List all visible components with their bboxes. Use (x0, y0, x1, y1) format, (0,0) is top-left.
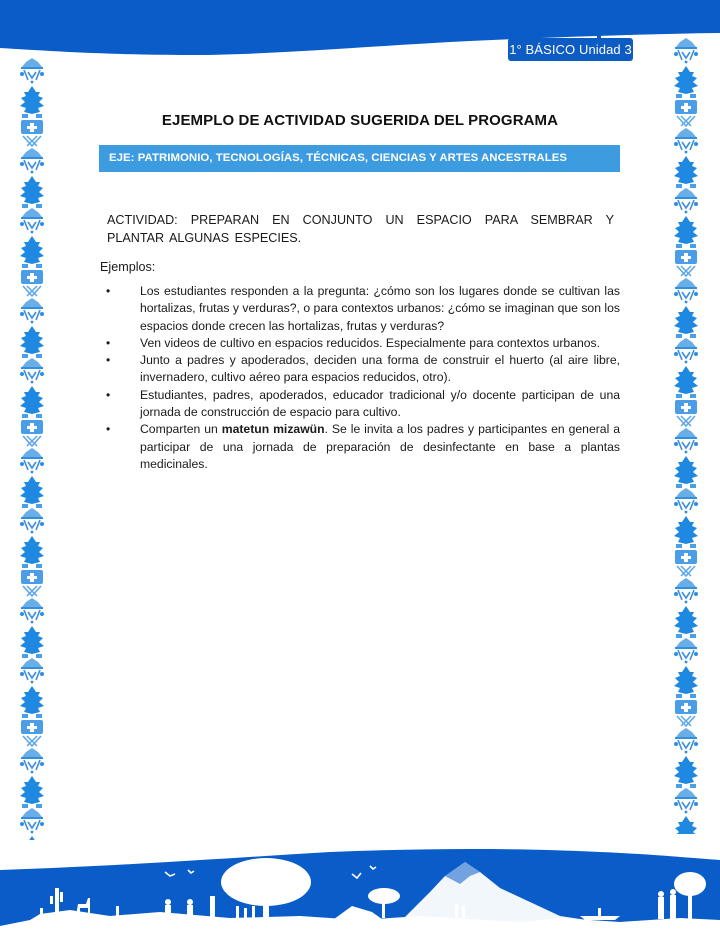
list-item-text: Los estudiantes responden a la pregunta: ¿cómo son los lugares donde se cultivan las hortalizas, frutas y verduras?, o para contextos urbanos: ¿cómo se imaginan que son los espacios donde crecen las hortalizas, frutas y verduras? (140, 284, 620, 333)
bullet-icon: • (106, 353, 111, 368)
list-item-text: Ven videos de cultivo en espacios reducidos. Especialmente para contextos urbanos. (140, 335, 601, 350)
page-title: EJEMPLO DE ACTIVIDAD SUGERIDA DEL PROGRAMA (161, 112, 559, 129)
bullet-icon: • (106, 387, 111, 402)
canoe-icon (580, 916, 620, 920)
footer-landscape-band (0, 836, 720, 932)
ornament-border-left (18, 58, 46, 840)
ornament-border-right (672, 34, 700, 834)
list-item (100, 387, 620, 422)
activity-statement: ACTIVIDAD: PREPARAN EN CONJUNTO UN ESPACIO PARA SEMBRAR Y PLANTAR ALGUNAS ESPECIES. (107, 213, 614, 245)
examples-heading: Ejemplos: (100, 260, 156, 274)
examples-list (100, 283, 620, 473)
bullet-icon: • (106, 422, 111, 437)
list-item-text: Estudiantes, padres, apoderados, educador tradicional y/o docente participan de una jornada de construcción de espacio para cultivo. (140, 387, 620, 420)
list-item (100, 335, 620, 352)
list-item (100, 283, 620, 335)
list-item (100, 352, 620, 387)
axis-bar: EJE: PATRIMONIO, TECNOLOGÍAS, TÉCNICAS, CIENCIAS Y ARTES ANCESTRALES (99, 145, 620, 172)
level-badge: 1° BÁSICO Unidad 3 (508, 38, 633, 61)
bullet-icon: • (106, 284, 111, 298)
list-item-text-end: . Se le invita a los padres y participantes en general a participar de una jornada de preparación de desinfectante en base a plantas medicinales. (140, 422, 620, 471)
list-item-bold-term: matetun mizawün (221, 422, 325, 437)
list-item-text-start: Comparten un (140, 422, 222, 437)
bullet-icon: • (106, 335, 111, 350)
list-item-text: Junto a padres y apoderados, deciden una forma de construir el huerto (al aire libre, invernadero, cultivo aéreo para espacios reducidos, otro). (140, 353, 620, 385)
list-item (100, 421, 620, 473)
